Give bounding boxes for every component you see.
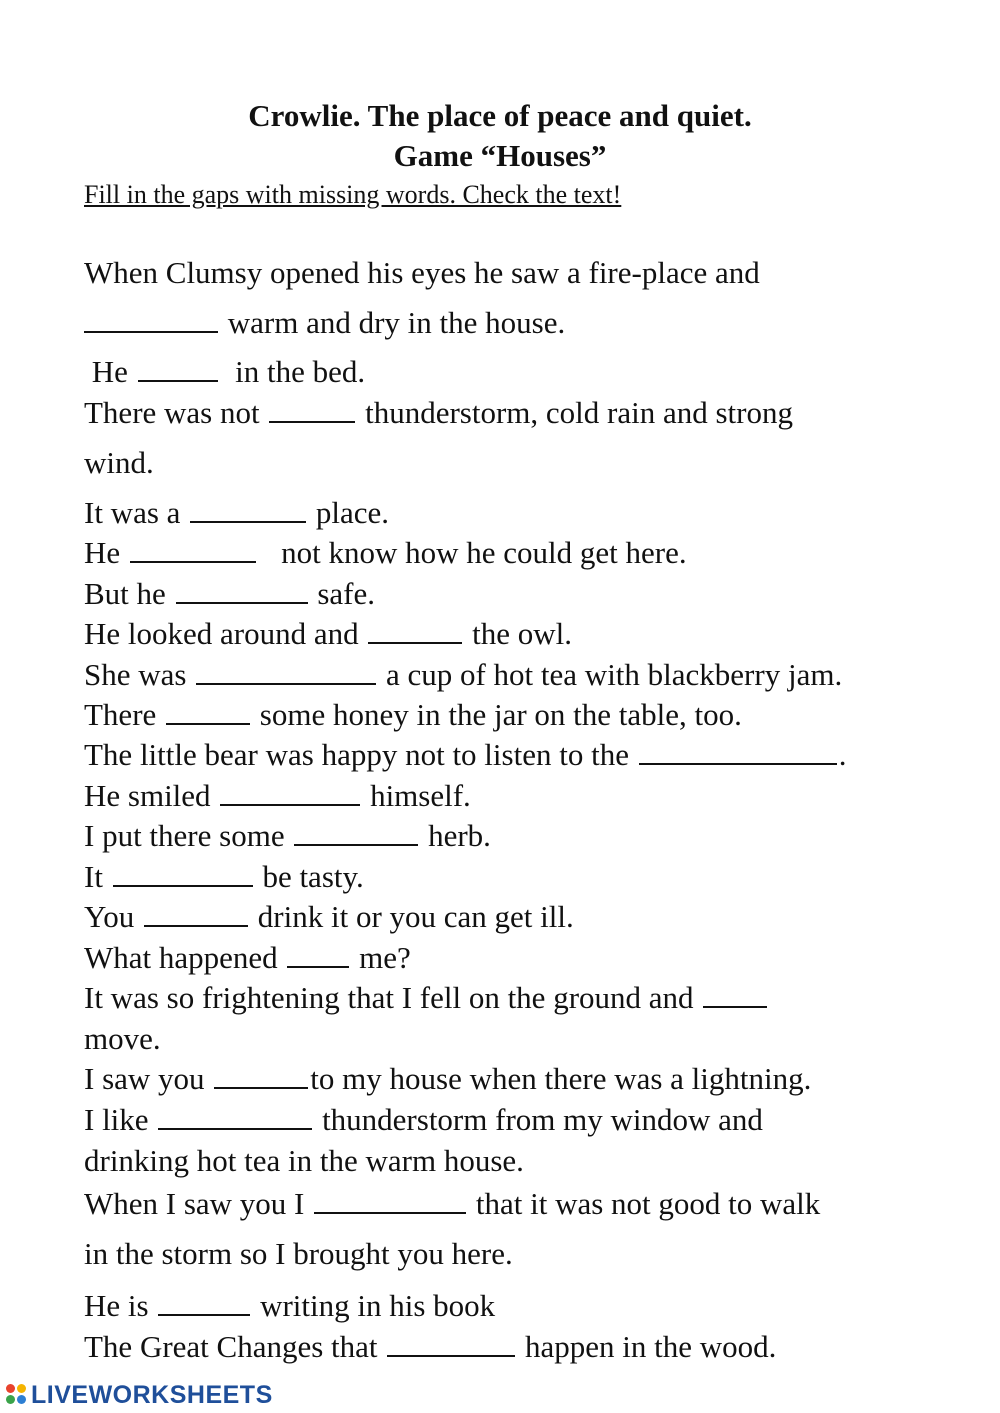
blank-gap[interactable] <box>196 657 376 685</box>
blank-gap[interactable] <box>703 980 767 1008</box>
blank-gap[interactable] <box>158 1102 312 1130</box>
sentence-line: He smiled himself. <box>84 778 471 813</box>
sentence-line: It was a place. <box>84 495 390 530</box>
sentence-line: There some honey in the jar on the table, too. <box>84 697 742 732</box>
sentence-line: warm and dry in the house. <box>84 305 565 341</box>
sentence-line: When Clumsy opened his eyes he saw a fire-place and <box>84 255 760 290</box>
sentence-line: in the storm so I brought you here. <box>84 1236 513 1271</box>
sentence-line: The Great Changes that happen in the wood. <box>84 1329 777 1364</box>
blank-gap[interactable] <box>387 1329 515 1357</box>
blank-gap[interactable] <box>639 737 837 765</box>
sentence-line: I like thunderstorm from my window and <box>84 1102 763 1137</box>
logo-dots-icon <box>6 1384 28 1406</box>
blank-gap[interactable] <box>214 1061 308 1089</box>
blank-gap[interactable] <box>190 495 306 523</box>
sentence-line: But he safe. <box>84 576 375 611</box>
sentence-line: move. <box>84 1021 161 1056</box>
blank-gap[interactable] <box>138 354 218 382</box>
liveworksheets-logo[interactable] <box>6 1380 273 1410</box>
page-title: Crowlie. The place of peace and quiet. <box>248 98 752 133</box>
blank-gap[interactable] <box>287 940 349 968</box>
instructions: Fill in the gaps with missing words. Check the text! <box>84 180 622 209</box>
sentence-line: He is writing in his book <box>84 1288 496 1323</box>
blank-gap[interactable] <box>144 899 248 927</box>
sentence-line: There was not thunderstorm, cold rain and strong <box>84 395 793 430</box>
blank-gap[interactable] <box>368 616 462 644</box>
sentence-line: He not know how he could get here. <box>84 535 687 570</box>
sentence-line: I saw you to my house when there was a lightning. <box>84 1061 812 1096</box>
sentence-line: wind. <box>84 445 154 480</box>
sentence-line: It was so frightening that I fell on the ground and <box>84 980 769 1016</box>
blank-gap[interactable] <box>314 1186 466 1214</box>
blank-gap[interactable] <box>113 859 253 887</box>
sentence-line: He in the bed. <box>84 354 366 389</box>
blank-gap[interactable] <box>294 818 418 846</box>
sentence-line: When I saw you I that it was not good to walk <box>84 1186 821 1221</box>
blank-gap[interactable] <box>220 778 360 806</box>
page-subtitle: Game “Houses” <box>393 138 607 173</box>
sentence-line: The little bear was happy not to listen to the . <box>84 737 847 772</box>
sentence-line: drinking hot tea in the warm house. <box>84 1143 524 1178</box>
brand-name: LIVEWORKSHEETS <box>31 1380 273 1409</box>
blank-gap[interactable] <box>176 576 308 604</box>
sentence-line: I put there some herb. <box>84 818 491 853</box>
sentence-line: He looked around and the owl. <box>84 616 572 651</box>
blank-gap[interactable] <box>130 535 256 563</box>
blank-gap[interactable] <box>269 395 355 423</box>
blank-gap[interactable] <box>158 1288 250 1316</box>
sentence-line: She was a cup of hot tea with blackberry jam. <box>84 657 843 692</box>
sentence-line: It be tasty. <box>84 859 364 894</box>
blank-gap[interactable] <box>166 697 250 725</box>
sentence-line: You drink it or you can get ill. <box>84 899 574 934</box>
blank-gap[interactable] <box>84 305 218 333</box>
sentence-line: What happened me? <box>84 940 411 975</box>
